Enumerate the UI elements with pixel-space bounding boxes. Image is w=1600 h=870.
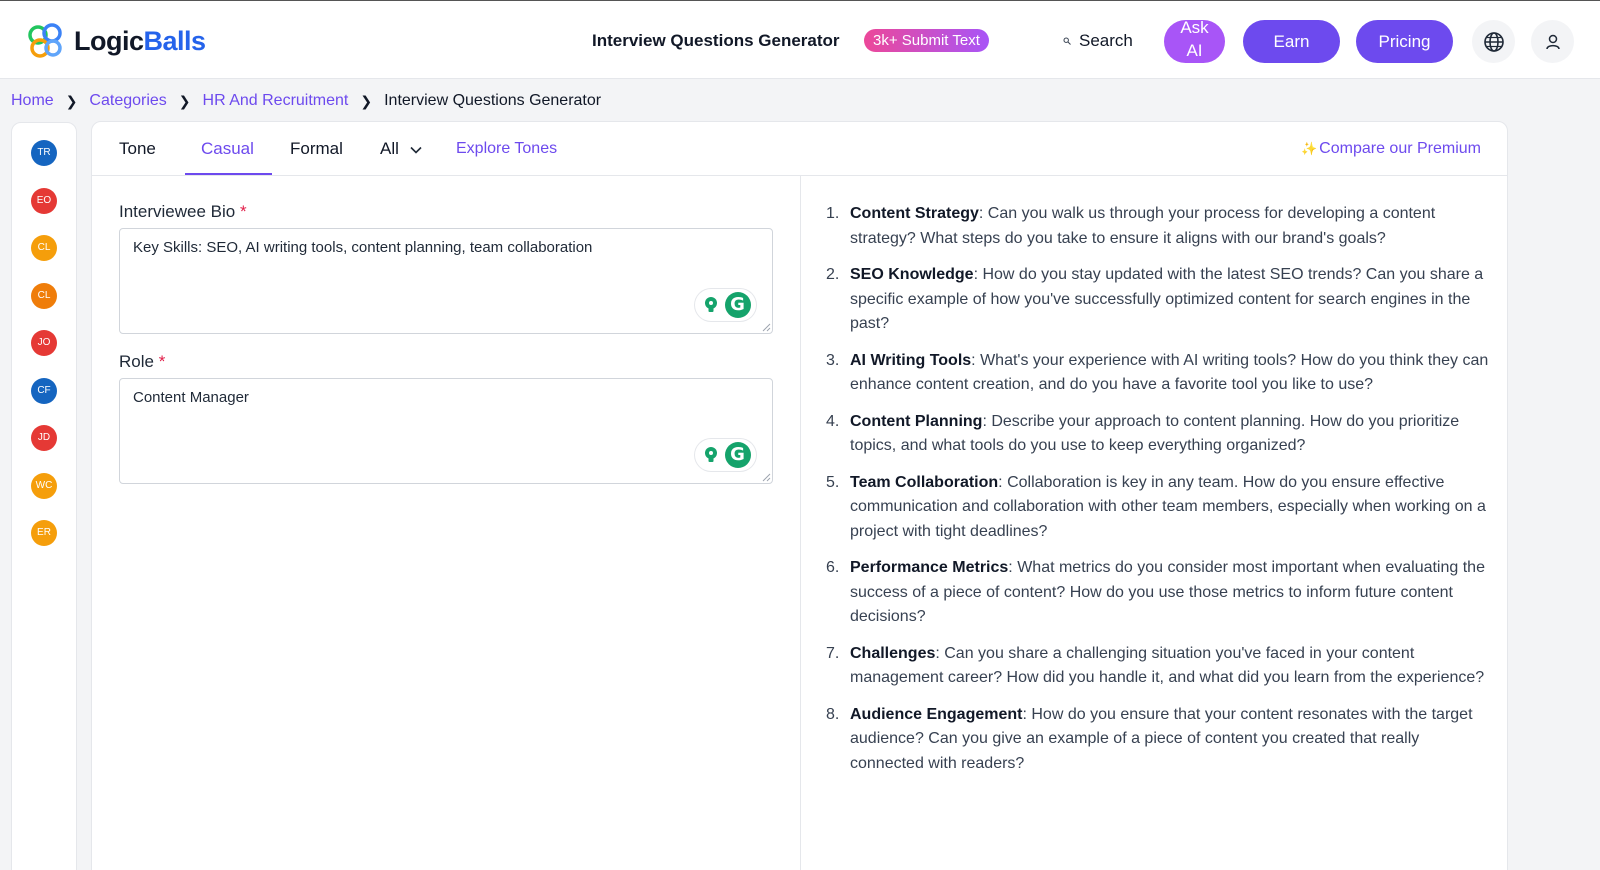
recent-tool-avatar[interactable]: CF [31,378,57,404]
globe-icon [1483,31,1505,53]
top-header [0,0,1600,79]
question-text: : What's your experience with AI writing tools? How do you think they can enhance content creation, and do you have a favorite tool you like to use? [850,351,1489,393]
panel-divider [800,176,801,870]
question-topic: Team Collaboration [850,473,999,491]
submit-count-badge[interactable]: 3k+ Submit Text [864,29,989,52]
pricing-button[interactable]: Pricing [1356,20,1453,63]
tool-card [91,121,1508,870]
recent-tool-avatar[interactable]: CL [31,283,57,309]
tab-all-label: All [380,139,399,158]
question-text: : Can you walk us through your process for developing a content strategy? What steps do you take to ensure it aligns with our brand's goals? [850,205,1436,247]
breadcrumb-categories[interactable]: Categories [89,92,167,109]
question-topic: Challenges [850,644,936,662]
generated-questions [826,202,1494,788]
breadcrumb-category[interactable]: HR And Recruitment [202,92,349,109]
question-item [826,349,1494,398]
question-text: : Describe your approach to content planning. How do you prioritize topics, and what tools do you use to keep everything organized? [850,412,1460,454]
recent-tool-avatar[interactable]: TR [31,140,57,166]
question-text: : How do you stay updated with the latest SEO trends? Can you share a specific example of how you've successfully optimized content for search engines in the past? [850,266,1484,332]
question-topic: SEO Knowledge [850,266,974,283]
tool-title: Interview Questions Generator [592,31,840,50]
ask-ai-label: Ask AI [1180,20,1209,60]
question-topic: Content Strategy [850,205,979,222]
tab-all-dropdown[interactable] [380,139,422,159]
breadcrumb-home[interactable]: Home [11,92,54,109]
bulb-icon [701,445,721,465]
logo-icon [26,21,66,61]
tab-casual[interactable]: Casual [201,139,254,158]
question-text: : What metrics do you consider most important when evaluating the success of a piece of content? How do you use those metrics to inform future content decisions? [850,559,1485,625]
question-text: : Collaboration is key in any team. How do you ensure effective communication and collaboration with other team members, especially when working on a project with tight deadlines? [850,473,1486,540]
grammarly-icon: G [725,292,751,318]
brand-name: LogicBalls [74,25,206,56]
question-number: 5. [826,473,840,491]
explore-tones-link[interactable]: Explore Tones [456,140,558,157]
question-topic: AI Writing Tools [850,351,972,369]
search-button[interactable] [1063,31,1133,51]
breadcrumb [11,92,601,110]
grammarly-icon: G [725,442,751,468]
chevron-down-icon [410,146,422,154]
sparkle-icon: ✨ [1300,141,1318,156]
tab-formal[interactable]: Formal [290,139,343,158]
question-topic: Content Planning [850,412,983,430]
recent-tool-avatar[interactable]: JO [31,330,57,356]
breadcrumb-current: Interview Questions Generator [384,92,602,109]
grammarly-widget[interactable] [695,289,756,321]
tone-label: Tone [119,139,156,158]
question-number: 4. [826,412,840,430]
question-text: : Can you share a challenging situation you've faced in your content management career? How did you handle it, and what did you learn from the experience? [850,644,1485,686]
bulb-icon [701,295,721,315]
bio-field-value: Key Skills: SEO, AI writing tools, content planning, team collaboration [133,239,593,256]
question-item [826,703,1494,777]
bio-field-label: Interviewee Bio * [119,202,247,221]
compare-premium-label: Compare our Premium [1319,140,1481,157]
resize-handle-icon[interactable] [762,473,771,482]
recent-tool-avatar[interactable]: ER [31,520,57,546]
question-number: 1. [826,205,840,222]
recent-tool-avatar[interactable]: JD [31,425,57,451]
role-field-label: Role * [119,352,166,371]
active-tab-indicator [185,173,272,175]
recent-tool-avatar[interactable]: CL [31,235,57,261]
role-field[interactable] [119,378,773,484]
user-icon [1544,33,1562,51]
grammarly-widget[interactable] [695,439,756,471]
role-field-value: Content Manager [133,389,249,406]
search-label: Search [1079,31,1133,50]
question-topic: Performance Metrics [850,559,1009,576]
user-menu-button[interactable] [1531,20,1574,63]
interviewee-bio-field[interactable] [119,228,773,334]
question-item [826,556,1494,630]
question-item [826,471,1494,545]
question-item [826,263,1494,337]
ask-ai-button[interactable] [1164,20,1225,63]
question-topic: Audience Engagement [850,705,1023,723]
question-number: 7. [826,644,840,662]
chevron-right-icon: ❯ [65,92,78,109]
resize-handle-icon[interactable] [762,323,771,332]
question-number: 6. [826,559,840,576]
chevron-right-icon: ❯ [360,92,373,109]
question-number: 2. [826,266,840,283]
question-number: 3. [826,351,840,369]
question-item [826,642,1494,691]
language-button[interactable] [1472,20,1515,63]
required-mark: * [158,352,166,371]
question-number: 8. [826,705,840,723]
search-icon [1063,37,1071,45]
question-item [826,202,1494,251]
logo[interactable] [26,21,206,61]
recent-tools-sidebar [11,122,77,870]
required-mark: * [239,202,247,221]
recent-tool-avatar[interactable]: EO [31,188,57,214]
question-item [826,410,1494,459]
earn-button[interactable]: Earn [1243,20,1340,63]
compare-premium-link[interactable] [1301,140,1481,158]
question-text: : How do you ensure that your content resonates with the target audience? Can you give an example of a piece of content you created that really connected with readers? [850,705,1473,772]
recent-tool-avatar[interactable]: WC [31,473,57,499]
chevron-right-icon: ❯ [178,92,191,109]
tone-tabbar [92,122,1507,176]
